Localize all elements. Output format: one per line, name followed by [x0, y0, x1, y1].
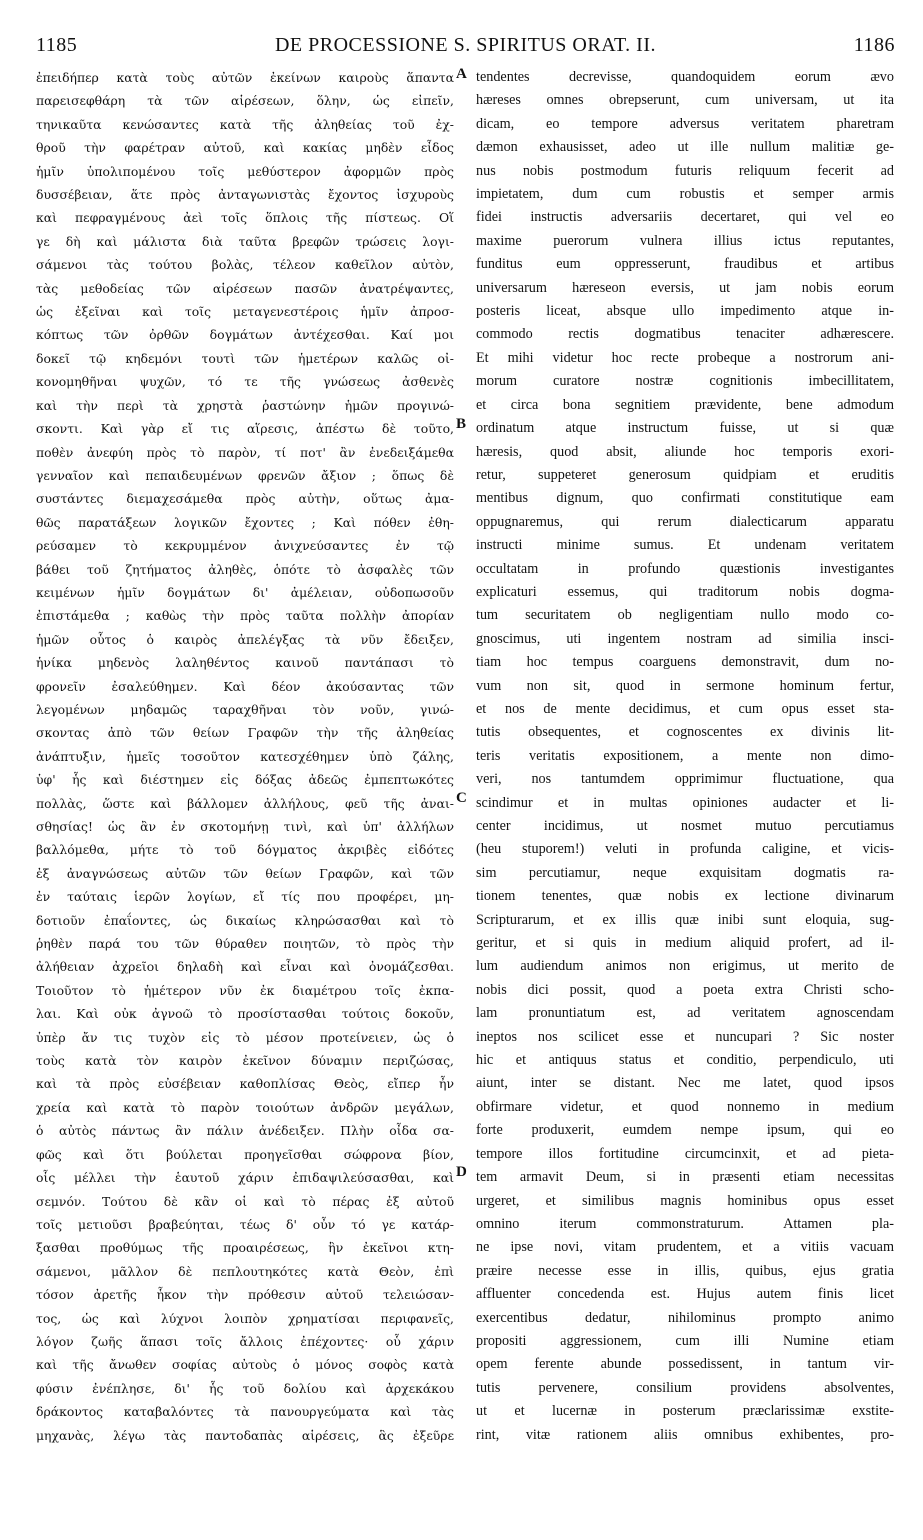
text-line: instructi minime sumus. Et undenam veritatem	[476, 537, 894, 554]
text-line: μηχανὰς, λέγω τὰς παντοδαπὰς αἱρέσεις, ἃς ἐξεῦρε	[36, 1427, 454, 1443]
text-line: tem armavit Deum, si in præsenti etiam necessitas	[476, 1169, 894, 1186]
text-line: sim percutiamur, neque exquisitam dogmatis ra-	[476, 864, 894, 881]
text-line: opem ferente abunde possedissent, in tantum vir-	[476, 1356, 894, 1373]
text-line: urgeret, et similibus magnis hominibus opus esset	[476, 1192, 894, 1209]
section-marker-b: B	[456, 416, 467, 432]
running-title: DE PROCESSIONE S. SPIRITUS ORAT. II.	[274, 34, 656, 56]
text-line: lam pronuntiatum est, ad veritatem agnoscendam	[476, 1005, 894, 1022]
text-line: ἐπειδήπερ κατὰ τοὺς αὐτῶν ἐκείνων καιροὺς ἅπαντα	[36, 70, 454, 85]
text-line: omnino iterum commonstraturum. Attamen pla-	[476, 1215, 894, 1232]
text-line: oppugnaremus, qui rerum dialecticarum apparatu	[476, 513, 894, 530]
text-line: nobis dici possit, quod a poeta extra Christi scho-	[476, 981, 894, 998]
text-line: κειμένων ἡμῖν δογμάτων δι' ἀμέλειαν, οὐδοπωσοῦν	[36, 584, 454, 600]
text-line: τοῖς μετιοῦσι βραβεύηται, τέως δ' οὖν τό γε κατάρ-	[36, 1216, 454, 1232]
text-line: funditus eum oppresserunt, fraudibus et artibus	[476, 256, 894, 273]
text-line: ἀλήθειαν ἀχρεῖοι δηλαδὴ καὶ εἶναι καὶ ὀνομάζεσθαι.	[36, 959, 454, 975]
text-line: φύσιν ἐνέπλησε, δι' ἧς τοῦ δολίου καὶ ἀρχεκάκου	[36, 1380, 454, 1396]
section-marker-c: C	[456, 790, 467, 806]
section-marker-d: D	[456, 1164, 467, 1180]
text-line: χρεία καὶ κατὰ τὸ παρὸν τοιούτων ἀνδρῶν μεγάλων,	[36, 1099, 454, 1115]
text-line: καὶ τὴν περὶ τὰ χρηστὰ ῥαστώνην ἡμῶν προγινώ-	[36, 397, 454, 413]
text-line: veri, nos tantumdem opprimimur fluctuatione, qua	[476, 771, 894, 788]
text-line: δυσσέβειαν, ἅτε πρὸς ἀνταγωνιστὰς ἔχοντος ἰσχυροὺς	[36, 187, 454, 203]
text-line: nus nobis postmodum futuris reliquum fecerit ad	[476, 162, 894, 179]
text-line: et nos de mente decidimus, et cum opus esset sta-	[476, 700, 894, 717]
page-number-left: 1185	[36, 34, 78, 56]
text-line: συστάντες διεμαχεσάμεθα πρὸς αὐτὴν, οὕτως ἀμα-	[36, 491, 454, 507]
text-line: σθησίας! ὡς ἂν ἐν σκοτομήνῃ τινὶ, καὶ ὑπ' ἀλλήλων	[36, 819, 454, 834]
text-line: δράκοντος καταβαλόντες τὰ πανουργεύματα καὶ τὰς	[36, 1404, 454, 1420]
text-line: præire necesse esse in illis, quibus, ejus gratia	[476, 1262, 894, 1279]
text-line: ineptos nos scilicet esse et nuncupari ? Sic noster	[476, 1028, 894, 1045]
text-line: σεμνόν. Τούτου δὲ κἂν οἱ καὶ τὸ πέρας ἐξ αὐτοῦ	[36, 1193, 454, 1209]
text-line: σκοντι. Καὶ γὰρ εἴ τις αἵρεσις, ἀπέστω δὲ τοῦτο,	[36, 421, 454, 437]
text-line: καὶ τῆς ἄνωθεν σοφίας αὐτοὺς ὁ μόνος σοφὸς κατὰ	[36, 1357, 454, 1373]
text-line: λόγον ζωῆς ἅπασι τοῖς ἄλλοις ἐπέχοντες· οὗ χάριν	[36, 1333, 454, 1349]
text-line: fidei instructis adversariis decertaret, qui vel eo	[476, 209, 894, 226]
text-line: καὶ τὰ πρὸς εὐσέβειαν καθοπλίσας Θεὸς, εἴπερ ἦν	[36, 1076, 454, 1092]
text-line: retur, suppeteret generosum quidpiam et eruditis	[476, 466, 894, 483]
text-line: maxime puerorum vulnera illius ictus reputantes,	[476, 232, 894, 249]
text-line: λεγομένων μηδαμῶς ταραχθῆναι τὸν νοῦν, γινώ-	[36, 701, 454, 717]
text-line: σάμενοι, μᾶλλον δὲ πεπλουτηκότες κατὰ Θεὸν, ἐπὶ	[36, 1263, 454, 1279]
text-line: aiunt, inter se distant. Nec me latet, quod ipsos	[476, 1075, 894, 1092]
text-line: gnoscimus, uti ingentem nostram ad similia insci-	[476, 630, 894, 647]
text-line: Scripturarum, et ex illis quæ inibi sunt eloquia, sug-	[476, 911, 894, 928]
text-line: ξασθαι προθύμως τῆς προαιρέσεως, ἣν ἐκεῖνοι κτη-	[36, 1240, 454, 1256]
text-line: ἀνάπτυξιν, ἡμεῖς τοσοῦτον κατεσχέθημεν ὑπὸ ζάλης,	[36, 748, 454, 764]
text-line: teris veritatis expositionem, a mente non dimo-	[476, 747, 894, 764]
text-line: posteris liceat, absque ullo impedimento atque in-	[476, 303, 894, 320]
text-line: ἡνίκα μηδενὸς λαληθέντος καινοῦ παντάπασι τὸ	[36, 655, 454, 671]
text-line: τηνικαῦτα κενώσαντες κατὰ τῆς ἀληθείας τοῦ ἐχ-	[36, 116, 454, 132]
text-line: affluenter concedenda est. Hujus autem finis licet	[476, 1286, 894, 1303]
text-line: ut et lucernæ in posterum præclarissimæ exstite-	[476, 1403, 894, 1420]
text-line: σκοντας ἀπὸ τῶν θείων Γραφῶν τὴν τῆς ἀληθείας	[36, 725, 454, 741]
text-line: θροῦ τὴν φαρέτραν αὐτοῦ, καὶ κακίας μηδὲν εἶδος	[36, 140, 454, 156]
text-line: commodo rectis dogmatibus tenaciter adhærescere.	[476, 326, 894, 343]
text-line: τόσον ἀρετῆς ἧκον τὴν πρόθεσιν αὐτοῦ τελειώσαν-	[36, 1287, 454, 1303]
text-line: hæresis, quod absit, aliunde hoc temporis exori-	[476, 443, 894, 460]
text-line: tutis obsequentes, et cognoscentes ex divinis lit-	[476, 724, 894, 741]
text-line: ρεύσαμεν τὸ κεκρυμμένον ἀνιχνεύσαντες ἐν τῷ	[36, 538, 454, 554]
text-line: hic et antiquus status et conditio, perpendiculo, uti	[476, 1052, 894, 1069]
text-line: mentibus dignum, quo confirmati constitutique eam	[476, 490, 894, 507]
text-line: ἐπιστάμεθα ; καθὼς τὴν πρὸς ταῦτα πολλὴν ἀπορίαν	[36, 608, 454, 624]
text-line: hæreses omnes obrepserunt, cum universam, ut ita	[476, 92, 894, 109]
text-line: tionem tenentes, quæ nobis ex lectione divinarum	[476, 888, 894, 905]
text-line: ordinatum atque instructum fuisse, ut si quæ	[476, 420, 894, 437]
text-line: tutis pervenere, consilium providens absolventes,	[476, 1379, 894, 1396]
text-line: tum securitatem ob negligentiam nullo modo co-	[476, 607, 894, 624]
text-line: δοτιοῦν ἐπαΐοντες, ὡς δικαίως κληρώσασθαι καὶ τὸ	[36, 912, 454, 928]
text-line: παρεισεφθάρη τὰ τῶν αἱρέσεων, ὅλην, ὡς εἰπεῖν,	[36, 93, 454, 109]
text-line: βάθει τοῦ ζητήματος ἀληθὲς, ὁπότε τὸ ἀσφαλὲς τῶν	[36, 561, 454, 577]
text-line: βαλλόμεθα, μήτε τὸ τοῦ δόγματος ἀκριβὲς εἰδότες	[36, 842, 454, 858]
text-line: Et mihi videtur hoc recte probeque a nostrorum ani-	[476, 349, 894, 366]
text-line: lum audiendum animos non erigimus, ut merito de	[476, 958, 894, 975]
section-marker-a: A	[456, 66, 467, 82]
text-line: ὑπὲρ ἄν τις τυχὸν εἰς τὸ μέσον προτείνειεν, ὡς ὁ	[36, 1029, 454, 1045]
text-line: morum curatore nostræ cognitionis imbecillitatem,	[476, 373, 894, 390]
text-line: ποθὲν ἀνεφύη πρὸς τὸ παρὸν, τί ποτ' ἂν ἐνεδειξάμεθα	[36, 444, 454, 460]
text-line: ne ipse novi, vitam prudentem, et a vitiis vacuam	[476, 1239, 894, 1256]
text-line: obfirmare videtur, et quod nonnemo in medium	[476, 1098, 894, 1115]
text-line: rint, vitæ rationem aliis omnibus exhibentes, pro-	[476, 1426, 894, 1443]
text-line: φρονεῖν ἐσαλεύθημεν. Καὶ δέον ἀκούσαντας τῶν	[36, 678, 454, 694]
text-line: universarum hæreseon eversis, ut jam nobis eorum	[476, 279, 894, 296]
greek-text-column	[36, 66, 454, 1447]
text-line: ὁ αὐτὸς πάντως ἂν πάλιν ἀνέδειξεν. Πλὴν οἶδα σα-	[36, 1123, 454, 1139]
text-line: ἐν ταύταις ἱερῶν λογίων, εἴ τίς που προφέρει, μη-	[36, 889, 454, 905]
text-line: exercentibus dedatur, nihilominus prompto animo	[476, 1309, 894, 1326]
text-line: et circa bona segnitiem prævidente, bene admodum	[476, 396, 894, 413]
text-line: occultatam in profundo quæstionis investigantes	[476, 560, 894, 577]
text-line: λαι. Καὶ οὐκ ἀγνοῶ τὸ προσίστασθαι τούτοις δοκοῦν,	[36, 1006, 454, 1022]
text-line: tempore illos fortitudine circumcinxit, et ad pieta-	[476, 1145, 894, 1162]
text-line: κόπτως τῶν ὀρθῶν δογμάτων ἀντέχεσθαι. Καί μοι	[36, 327, 454, 343]
text-line: ὡς ἐξεῖναι καὶ τοῖς μεταγενεστέροις ἡμῖν ἀπροσ-	[36, 304, 454, 320]
text-line: scindimur et in multas opiniones audacter et li-	[476, 794, 894, 811]
running-header	[36, 34, 895, 62]
text-line: σάμενοι τὰς τούτου βολὰς, τέλεον καθεῖλον αὐτὸν,	[36, 257, 454, 273]
text-line: τὰς μεθοδείας τῶν αἱρέσεων πασῶν ἀνατρέψαντες,	[36, 280, 454, 296]
text-line: δοκεῖ τῷ κηδεμόνι τουτὶ τῶν ἡμετέρων καλῶς οἰ-	[36, 350, 454, 366]
text-line: ἡμῖν ὑπολιπομένου τοῖς μεθύστερον ἀφορμῶν πρὸς	[36, 163, 454, 179]
text-line: θῶς παρατάξεων λογικῶν ἔχοντες ; Καὶ πόθεν ἐθη-	[36, 514, 454, 530]
text-line: γενναῖον καὶ πεπαιδευμένων φρενῶν ἄξιον ; ὅπως δὲ	[36, 467, 454, 483]
text-line: propositi aggressionem, cum illi Numine etiam	[476, 1332, 894, 1349]
text-line: τοὺς κατὰ τὸν καιρὸν ἐκεῖνον δύναμιν περιζώσας,	[36, 1053, 454, 1069]
text-line: dæmon exhausisset, adeo ut ille nullum malitiæ ge-	[476, 139, 894, 156]
page-number-right: 1186	[853, 34, 895, 56]
text-line: impietatem, dum cum robustis et semper armis	[476, 186, 894, 203]
text-line: geritur, et si quis in medium aliquid profert, ad il-	[476, 935, 894, 952]
text-line: ἡμῶν οὗτος ὁ καιρὸς ἀπελέγξας τὰ νῦν ἔδειξεν,	[36, 631, 454, 647]
text-line: dicam, eo tempore adversus veritatem pharetram	[476, 115, 894, 132]
text-line: explicaturi essemus, qui traditorum nobis dogma-	[476, 583, 894, 600]
text-line: τος, ὡς καὶ λύχνοι λοιπὸν χρηματίσαι περιφανεῖς,	[36, 1310, 454, 1326]
text-line: ὑφ' ἧς καὶ διέστημεν εἰς δόξας ἀδεῶς ἐμπεπτωκότες	[36, 772, 454, 788]
text-line: γε δὴ καὶ μάλιστα διὰ ταῦτα βρεφῶν τρώσεις λογι-	[36, 233, 454, 249]
text-line: ῥηθὲν παρά του τῶν θύραθεν ποιητῶν, τὸ πρὸς τὴν	[36, 936, 454, 952]
text-line: φῶς καὶ ὅτι βούλεται προηγεῖσθαι σώφρονα βίον,	[36, 1146, 454, 1162]
latin-text-column	[476, 66, 894, 1447]
text-line: καὶ πεφραγμένους ἀεὶ τοῖς ὅπλοις τῆς πίστεως. Οἵ	[36, 210, 454, 226]
text-line: κονομηθῆναι ψυχῶν, τό τε τῆς γνώσεως ἀσθενὲς	[36, 374, 454, 390]
text-line: πολλὰς, ὥστε καὶ βάλλομεν ἀλλήλους, φεῦ τῆς ἀναι-	[36, 795, 454, 811]
text-line: center incidimus, ut nosmet mutuo percutiamus	[476, 818, 894, 834]
text-line: (heu stuporem!) veluti in profunda caligine, et vicis-	[476, 841, 894, 858]
text-line: tendentes decrevisse, quandoquidem eorum ævo	[476, 69, 894, 85]
text-line: tiam hoc tempus coarguens demonstravit, dum no-	[476, 654, 894, 671]
text-line: οἷς μέλλει τὴν ἑαυτοῦ χάριν ἐπιδαψιλεύσασθαι, καὶ	[36, 1170, 454, 1186]
text-line: Τοιοῦτον τὸ ἡμέτερον νῦν ἐκ διαμέτρου τοῖς ἐκπα-	[36, 982, 454, 998]
text-line: vum non sit, quod in sermone hominum fertur,	[476, 677, 894, 694]
text-line: forte produxerit, eumdem nempe ipsum, qui eo	[476, 1122, 894, 1139]
text-line: ἐξ ἀναγνώσεως αὐτῶν τῶν θείων Γραφῶν, καὶ τῶν	[36, 865, 454, 881]
